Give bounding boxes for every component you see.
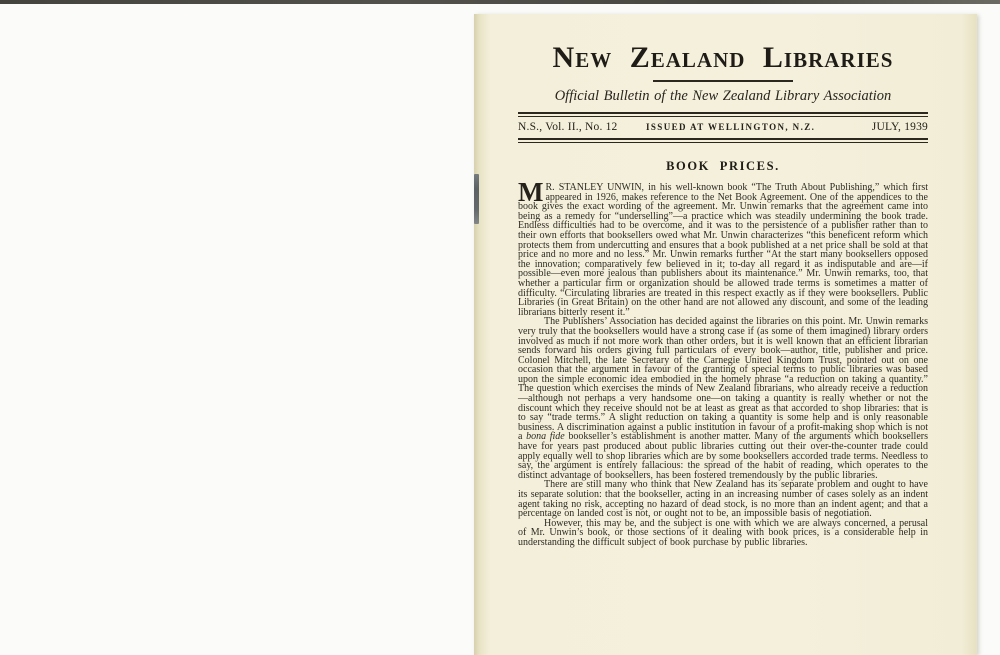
issue-date: JULY, 1939: [871, 121, 928, 133]
issue-line: [518, 121, 928, 135]
issue-place: ISSUED AT WELLINGTON, N.Z.: [645, 122, 816, 132]
scan-top-edge: [0, 0, 1000, 4]
body-text: bookseller’s establishment is another matter. Many of the arguments which booksellers have for years past produced about public libraries cutting out their over-the-counter trade could apply equally well to shop libraries which are by some booksellers accorded trade terms. Needless to say, the argument is entirely fallacious: the spread of the habit of reading, which operates to the distinct advantage of booksellers, has been fostered tremendously by the public libraries.: [518, 431, 928, 481]
italic-text: bona fide: [526, 431, 565, 443]
scanned-page: [474, 14, 977, 655]
issue-rule-bottom: [518, 138, 928, 143]
dropcap-letter: M: [518, 177, 544, 207]
body-text: The Publishers’ Association has decided against the libraries on this point. Mr. Unwin remarks very truly that the booksellers would have a strong case if (as some of them imagined) library orders involved as much if not more work than other orders, but it is well known that an efficient librarian sends forward his orders giving full particulars of every book—author, title, publisher and price. Colonel Mitchell, the late Secretary of the Carnegie United Kingdom Trust, pointed out on one occasion that the argument in favour of the granting of special terms to public libraries was based upon the simple economic idea embodied in the homely phrase “a reduction on taking a quantity.” The question which exercises the minds of New Zealand librarians, who already receive a reduction—although not perhaps a very handsome one—on taking a quantity is really whether or not the discount which they receive should not be at least as great as that accorded to shop libraries: that is to say “trade terms.” A slight reduction on taking a quantity is some help and is only reasonable business. A discrimination against a public institution in favour of a profit-making shop which is not a: [518, 316, 928, 443]
page-content: [474, 14, 977, 548]
paragraph: [518, 519, 928, 548]
issue-rule-top: [518, 112, 928, 117]
title-rule: [653, 80, 793, 82]
masthead-subtitle: Official Bulletin of the New Zealand Library Association: [554, 88, 892, 104]
issue-volume: N.S., Vol. II., No. 12: [518, 121, 618, 133]
body-text: However, this may be, and the subject is one with which we are always concerned, a perusal of Mr. Unwin’s book, or those sections of it dealing with book prices, is a considerable help in understanding the difficult subject of book purchase by public libraries.: [518, 517, 928, 548]
paragraph: [518, 480, 928, 518]
article-body: [518, 177, 928, 548]
article-heading: BOOK PRICES.: [666, 159, 780, 173]
masthead-title: New Zealand Libraries: [552, 41, 894, 74]
paragraph: [518, 177, 928, 318]
paragraph: [518, 317, 928, 480]
body-text: There are still many who think that New Zealand has its separate problem and ought to have its separate solution: that the bookseller, acting in an increasing number of cases solely as an indent agent taking no risk, accepting no hazard of dead stock, is no more than an indent agent; and that a percentage on landed cost is not, or ought not to be, an impossible basis of negotiation.: [518, 479, 928, 520]
body-text: R. STANLEY UNWIN, in his well-known book “The Truth About Publishing,” which first appeared in 1926, makes reference to the Net Book Agreement. One of the appendices to the book gives the exact wording of the agreement. Mr. Unwin remarks that the agreement came into being as a remedy for “underselling”—a practice which was steadily undermining the book trade. Endless difficulties had to be overcome, and it was to the persistence of a publisher rather than to their own efforts that booksellers owed what Mr. Unwin characterizes “this beneficent reform which protects them from undercutting and ensures that a book published at a net price shall be sold at that price and no more and no less.” Mr. Unwin remarks further “At the start many booksellers opposed the innovation; comparatively few believed in it; to-day all regard it as indisputable and are—if possible—even more jealous than publishers about its maintenance.” Mr. Unwin remarks, too, that whether a particular firm or organization should be allowed trade terms is sometimes a matter of difficulty. “Circulating libraries are treated in this respect exactly as if they were booksellers. Public Libraries (in Great Britain) on the other hand are not allowed any discount, and some of the leading librarians bitterly resent it.”: [518, 182, 928, 318]
